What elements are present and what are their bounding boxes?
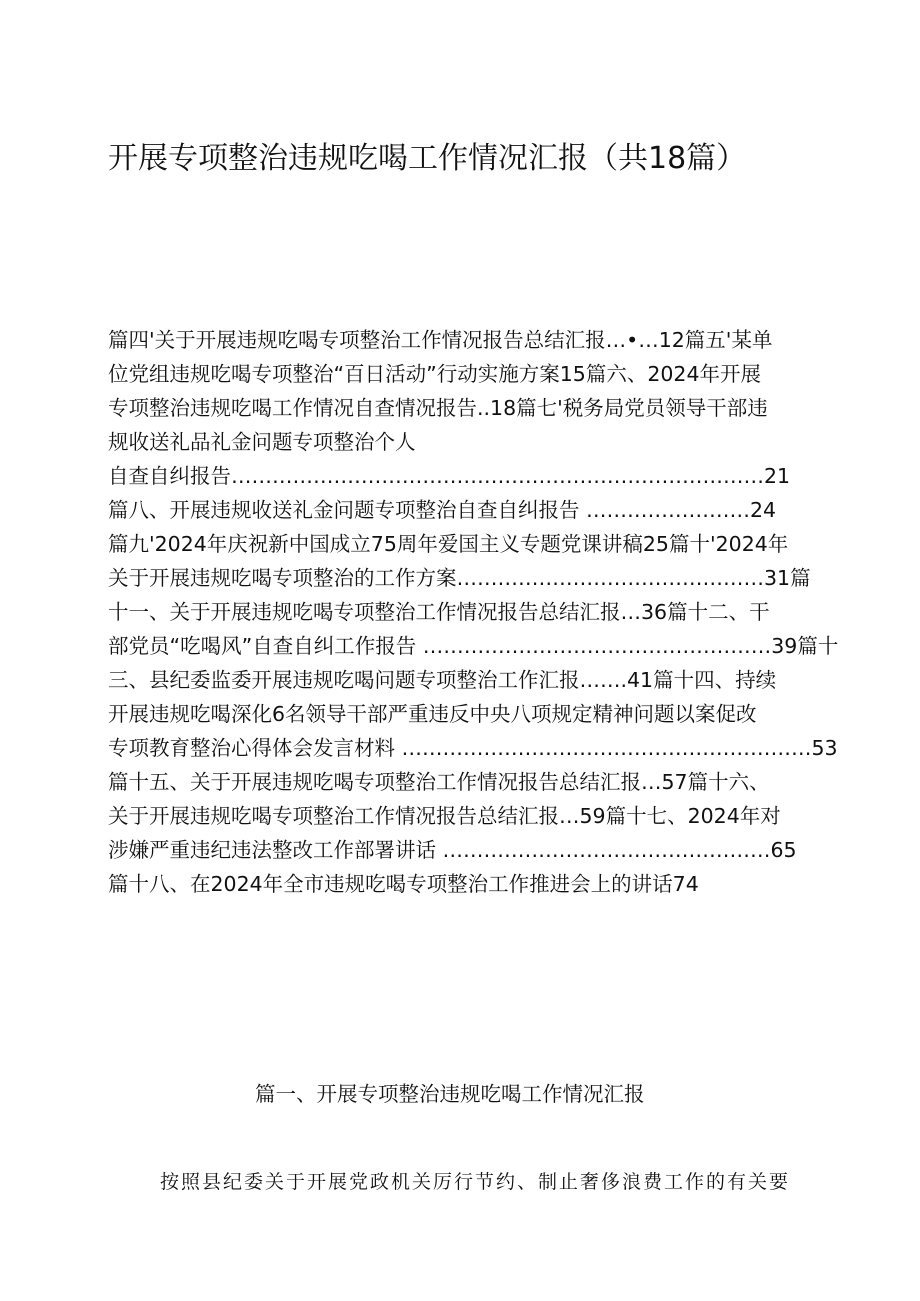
toc-line: 篇九'2024年庆祝新中国成立75周年爱国主义专题党课讲稿25篇十'2024年 bbox=[108, 532, 789, 556]
section-heading: 篇一、开展专项整治违规吃喝工作情况汇报 bbox=[255, 1082, 645, 1106]
toc-line: 自查自纠报告……………………………………………………………………21 bbox=[108, 464, 791, 488]
toc-line: 涉嫌严重违纪违法整改工作部署讲话 …………………………………………65 bbox=[108, 838, 797, 862]
toc-line: 关于开展违规吃喝专项整治的工作方案………………………………………31篇 bbox=[108, 566, 811, 590]
body-paragraph: 按照县纪委关于开展党政机关厉行节约、制止奢侈浪费工作的有关要 bbox=[160, 1171, 791, 1193]
document-title: 开展专项整治违规吃喝工作情况汇报（共18篇） bbox=[108, 141, 747, 176]
toc-line: 十一、关于开展违规吃喝专项整治工作情况报告总结汇报…36篇十二、干 bbox=[108, 600, 770, 624]
toc-line: 篇八、开展违规收送礼金问题专项整治自查自纠报告 ……………………24 bbox=[108, 498, 777, 522]
toc-line: 三、县纪委监委开展违规吃喝问题专项整治工作汇报…….41篇十四、持续 bbox=[108, 668, 777, 692]
toc-line: 位党组违规吃喝专项整治“百日活动”行动实施方案15篇六、2024年开展 bbox=[108, 362, 761, 386]
toc-line: 规收送礼品礼金问题专项整治个人 bbox=[108, 430, 416, 454]
toc-line: 篇十五、关于开展违规吃喝专项整治工作情况报告总结汇报…57篇十六、 bbox=[108, 770, 770, 794]
toc-line: 部党员“吃喝风”自查自纠工作报告 ……………………………………………39篇十 bbox=[108, 634, 839, 658]
toc-line: 开展违规吃喝深化6名领导干部严重违反中央八项规定精神问题以案促改 bbox=[108, 702, 757, 726]
toc-line: 专项教育整治心得体会发言材料 ……………………………………………………53 bbox=[108, 736, 838, 760]
table-of-contents bbox=[108, 323, 844, 901]
toc-line: 篇四'关于开展违规吃喝专项整治工作情况报告总结汇报…•…12篇五'某单 bbox=[108, 328, 773, 352]
toc-line: 关于开展违规吃喝专项整治工作情况报告总结汇报…59篇十七、2024年对 bbox=[108, 804, 781, 828]
toc-line: 篇十八、在2024年全市违规吃喝专项整治工作推进会上的讲话74 bbox=[108, 872, 699, 896]
toc-line: 专项整治违规吃喝工作情况自查情况报告..18篇七'税务局党员领导干部违 bbox=[108, 396, 768, 420]
